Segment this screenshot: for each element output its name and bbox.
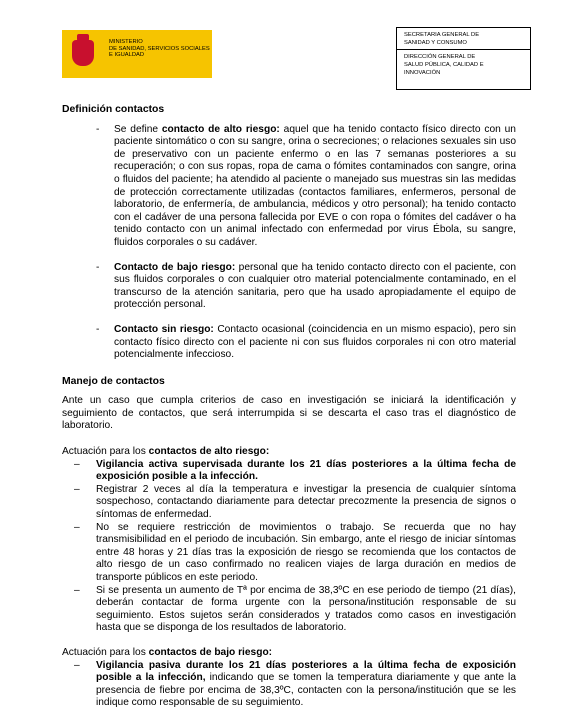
bullet: – [74,584,80,596]
action-item [62,585,516,635]
alto-riesgo-list [62,459,516,635]
action-text: No se requiere restricción de movimientos o trabajo. Se recuerda que no hay transmisibilidad en el periodo de incubación. Sin embargo, ante el riesgo de iniciar síntomas entre 48 horas y 21 días tras la exposición de riesgo se recomienda que los contactos de alto riesgo de un caso confirmado no realicen viajes de larga duración en medios de transporte públicos en este periodo. [96,521,516,583]
action-item [62,459,516,484]
title-term: contactos de alto riesgo: [148,446,270,458]
action-bold: Vigilancia pasiva durante los 21 días posteriores a la última fecha de exposición posible a la infección, [96,659,516,684]
bullet: - [96,123,100,135]
action-text: Si se presenta un aumento de Tª por encima de 38,3ºC en ese periodo de tiempo (21 días), deberán contactar de forma urgente con la persona/institución responsable de su seguimiento. Estos sujetos serán considerados y tratados como casos en investigación hasta que se disponga de los resultados de laboratorio. [96,584,516,634]
department-box [396,27,531,90]
bullet: – [74,521,80,533]
logo-line: E IGUALDAD [109,52,145,59]
bullet: – [74,458,80,470]
item-text: Contacto ocasional (coincidencia en un mismo espacio), pero sin contacto físico directo con el paciente ni con sus fluidos corporales ni con otro material potencialmente infeccioso. [114,323,516,361]
bullet: – [74,483,80,495]
section-title-definicion: Definición contactos [62,104,165,115]
action-item [62,522,516,585]
logo-line: MINISTERIO [109,39,143,45]
title-pre: Actuación para los [62,446,149,458]
item-text: personal que ha tenido contacto directo con el paciente, con sus fluidos corporales o con cualquier otro material potencialmente contaminado, en el transcurso de la atención sanitaria, pero que ha usado apropiadamente el equipo de protección personal. [114,261,516,311]
box-line: SECRETARIA GENERAL DE [404,32,480,38]
bullet: - [96,323,100,335]
section-title-manejo: Manejo de contactos [62,375,165,387]
ministry-name [105,30,212,78]
action-item [62,660,516,710]
box-line: SANIDAD Y CONSUMO [404,40,467,46]
definition-list [62,124,516,362]
box-line: DIRECCIÓN GENERAL DE [404,54,476,60]
bullet: - [96,261,100,273]
bullet: – [74,659,80,671]
item-pre: Se define [114,123,162,135]
alto-riesgo-title [62,446,516,459]
document-body [62,104,516,722]
manejo-intro: Ante un caso que cumpla criterios de caso en investigación se iniciará la identificación y seguimiento de contactos, que será interrumpida si se descarta el caso tras el diagnóstico de laboratorio. [62,395,516,432]
action-text: indicando que se tomen la temperatura diariamente y que ante la presencia de fiebre por encima de 38,3ºC, contacten con la persona/institución que se les indique como responsable de su seguimiento. [96,672,516,709]
bajo-riesgo-list [62,660,516,710]
box-line: SALUD PÚBLICA, CALIDAD E [404,62,484,68]
item-text: aquel que ha tenido contacto físico directo con un paciente sintomático o con su sangre, orina o secreciones; o relaciones sexuales sin uso de preservativo con un paciente enfermo o en las 7 semanas posteriores a su recuperación; o con sus ropas, ropa de cama o fómites contaminados con sangre, orina o fluidos del paciente; ha atendido al paciente o manejado sus muestras sin las medidas de protección correctamente utilizadas (contactos familiares, enfermeros, personal de laboratorio, de enfermería, de ambulancia, médicos y otro personal); ha tenido contacto con el cadáver de una persona fallecida por EVE o con ropa o fómites del cadáver o ha tenido contacto con un animal infectado con enfermedad por virus Ébola, su sangre, fluidos corporales o su cadáver. [114,123,516,248]
definition-item [62,324,516,362]
definition-item [62,124,516,250]
item-term: contacto de alto riesgo: [161,123,280,135]
coat-of-arms-icon [62,30,105,78]
action-text: Registrar 2 veces al día la temperatura e investigar la presencia de cualquier síntoma sospechoso, contactando diariamente para detectar precozmente la presencia de signos o síntomas de enfermedad. [96,483,516,521]
definition-item [62,262,516,312]
bajo-riesgo-title [62,647,516,660]
box-line: INNOVACIÓN [404,70,441,76]
item-term: Contacto sin riesgo: [114,323,214,335]
ministry-logo [62,30,212,78]
title-term: contactos de bajo riesgo: [148,646,273,658]
box-divider [397,49,530,50]
action-bold: Vigilancia activa supervisada durante los 21 días posteriores a la última fecha de exposición posible a la infección. [96,458,516,483]
action-item [62,484,516,522]
title-pre: Actuación para los [62,646,149,658]
item-term: Contacto de bajo riesgo: [114,261,236,273]
logo-line: DE SANIDAD, SERVICIOS SOCIALES [109,45,210,52]
